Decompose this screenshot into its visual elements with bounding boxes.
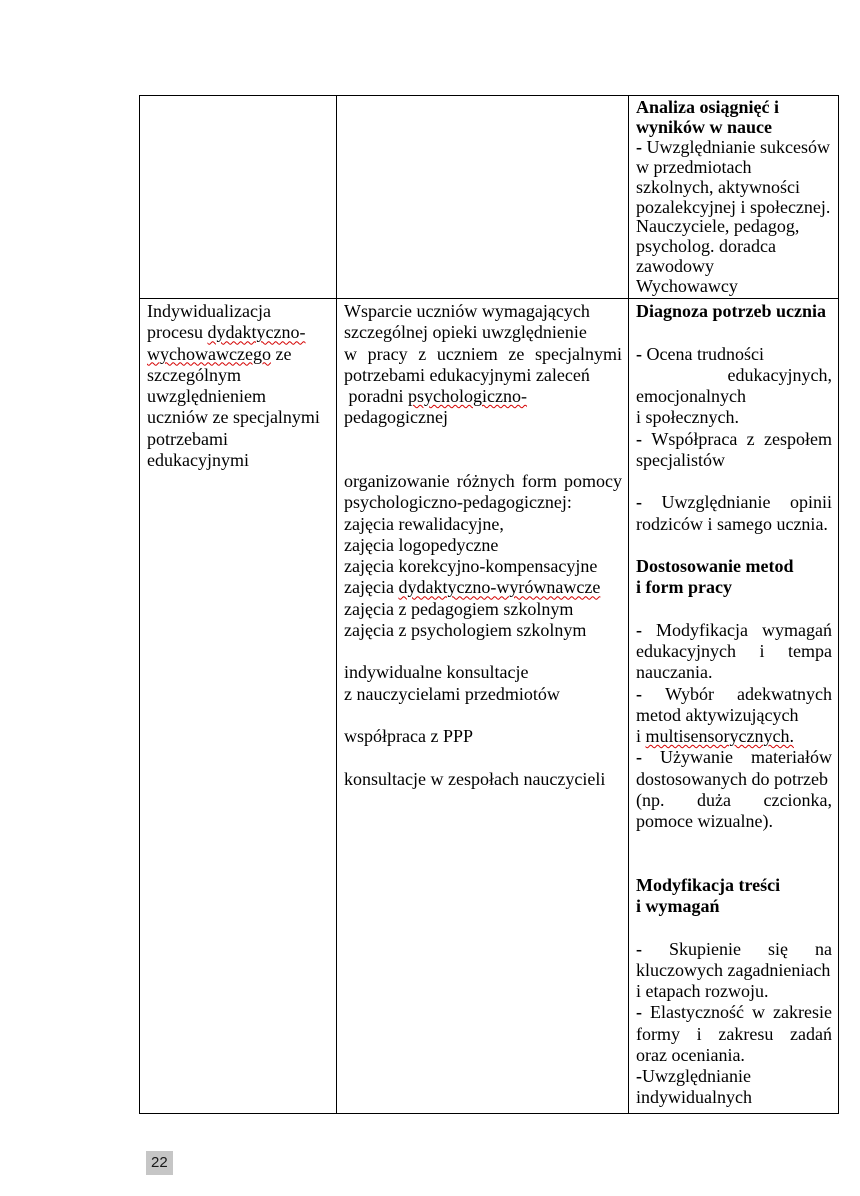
text-line: Analiza osiągnięć i [636, 97, 779, 117]
text-line: metod aktywizujących [636, 704, 799, 725]
text-line: w przedmiotach [636, 156, 752, 177]
text-line: uczniów ze specjalnymi [147, 407, 320, 428]
text-line: oraz oceniania. [636, 1044, 745, 1065]
text-line: psychologiczno-pedagogicznej: [344, 492, 572, 513]
table-cell-r1c1 [140, 96, 337, 299]
text-line [636, 684, 832, 705]
text-segment: Uwzględnianie opinii [661, 492, 832, 513]
text-line: emocjonalnych [636, 386, 746, 406]
text-line [636, 429, 832, 450]
table-row-2 [140, 299, 839, 1114]
table-cell-r2c3 [629, 299, 839, 1114]
text-line [636, 138, 832, 158]
text-segment: - [636, 1066, 642, 1086]
text-segment: Ocena trudności [646, 343, 764, 364]
text-line [344, 577, 622, 598]
text-line: szczególnej opieki uwzględnienie [344, 322, 587, 343]
blank-line [344, 450, 622, 471]
text-segment: ze [270, 343, 292, 364]
text-line: nauczania. [636, 662, 713, 683]
text-segment: Modyfikacja wymagań [656, 619, 833, 640]
text-line: Diagnoza potrzeb ucznia [636, 301, 826, 321]
text-segment: - [636, 343, 647, 364]
text-line: formy i zakresu zadań [636, 1023, 832, 1044]
text-line [636, 492, 832, 513]
text-line: zajęcia z psychologiem szkolnym [344, 619, 587, 640]
misspelled-word: dydaktyczno-wyrównawcze [398, 577, 601, 598]
text-line [636, 939, 832, 960]
blank-line [344, 429, 622, 450]
text-line: pozalekcyjnej i społecznej. [636, 196, 831, 217]
page-number-field: 22 [146, 1151, 173, 1175]
text-segment: - [636, 619, 657, 640]
blank-line [636, 322, 832, 343]
text-line: Dostosowanie metod [636, 556, 794, 576]
text-line: potrzebami [147, 428, 228, 449]
text-segment: - [636, 747, 661, 768]
blank-line [636, 471, 832, 492]
text-line: dostosowanych do potrzeb [636, 768, 828, 789]
text-segment: procesu [147, 322, 208, 343]
table-cell-r1c2 [337, 96, 629, 299]
blank-line [636, 832, 832, 853]
text-line: pomoce wizualne). [636, 811, 773, 831]
text-segment: Uwzględnianie [642, 1066, 751, 1086]
blank-line [344, 747, 622, 768]
text-line: i społecznych. [636, 407, 739, 428]
text-line: w pracy z uczniem ze specjalnymi [344, 343, 622, 364]
text-line [636, 747, 832, 768]
text-segment: - [636, 492, 662, 513]
misspelled-word: multisensorycznych. [645, 726, 794, 746]
text-line: psycholog. doradca [636, 236, 776, 257]
text-line: zajęcia logopedyczne [344, 534, 499, 555]
text-line [147, 344, 330, 365]
text-segment: - [636, 136, 647, 157]
text-line: Wychowawcy [636, 276, 738, 297]
text-line: edukacyjnych, [727, 364, 832, 385]
text-segment: Używanie materiałów [660, 747, 832, 768]
text-line: i etapach rozwoju. [636, 981, 769, 1001]
text-line: potrzebami edukacyjnymi zaleceń [344, 364, 590, 385]
text-segment: zajęcia [344, 577, 399, 598]
text-line: zajęcia korekcyjno-kompensacyjne [344, 556, 598, 576]
table-row-1 [140, 96, 839, 299]
text-line [636, 1066, 832, 1087]
text-line: pedagogicznej [344, 407, 448, 428]
text-line: Nauczyciele, pedagog, [636, 216, 800, 237]
table-cell-r2c1 [140, 299, 337, 1114]
text-segment: Współpraca z zespołem [651, 428, 832, 449]
table-cell-r2c2 [337, 299, 629, 1114]
text-segment: Wybór adekwatnych [665, 683, 833, 704]
text-line [147, 322, 330, 343]
blank-line [344, 705, 622, 726]
text-line: współpraca z PPP [344, 726, 473, 746]
text-segment: - [636, 683, 666, 704]
text-line: wyników w nauce [636, 116, 773, 137]
text-line: Modyfikacja treści [636, 874, 781, 895]
misspelled-word: dydaktyczno- [207, 322, 306, 343]
blank-line [636, 854, 832, 875]
text-line: kluczowych zagadnieniach [636, 959, 831, 980]
text-line [636, 726, 832, 747]
text-line: zawodowy [636, 256, 714, 277]
text-line: zajęcia z pedagogiem szkolnym [344, 598, 574, 619]
text-line: szkolnych, aktywności [636, 176, 800, 197]
text-line: specjalistów [636, 449, 725, 470]
text-line: indywidualne konsultacje [344, 662, 529, 683]
text-segment: Uwzględnianie sukcesów [646, 136, 830, 157]
text-segment: i [636, 726, 646, 746]
text-line: i form pracy [636, 577, 732, 598]
misspelled-word: wychowawczego [147, 343, 271, 364]
text-line: Wsparcie uczniów wymagających [344, 301, 590, 321]
text-line: (np. duża czcionka, [636, 789, 832, 810]
text-line: szczególnym [147, 364, 241, 385]
text-line: edukacyjnych i tempa [636, 641, 832, 661]
blank-line [636, 599, 832, 620]
text-line: i wymagań [636, 896, 720, 916]
plan-table [139, 95, 839, 1114]
text-segment: - [636, 428, 652, 449]
blank-line [636, 535, 832, 556]
text-line: indywidualnych [636, 1087, 752, 1108]
text-segment: - [636, 938, 669, 959]
text-segment: Skupienie się na [669, 938, 832, 959]
text-line: z nauczycielami przedmiotów [344, 683, 560, 704]
text-line [636, 344, 832, 365]
text-line: uwzględnieniem [147, 386, 266, 406]
text-line: zajęcia rewalidacyjne, [344, 513, 504, 534]
text-segment: Elastyczność w zakresie [650, 1002, 833, 1023]
text-segment: poradni [344, 386, 408, 406]
text-line [344, 386, 622, 407]
misspelled-word: psychologiczno- [407, 386, 527, 406]
blank-line [636, 917, 832, 938]
blank-line [344, 641, 622, 662]
text-line [636, 620, 832, 641]
text-line: rodziców i samego ucznia. [636, 513, 828, 534]
text-line [636, 1002, 832, 1023]
table-cell-r1c3 [629, 96, 839, 299]
text-line: organizowanie różnych form pomocy [344, 471, 622, 491]
text-segment: - [636, 1002, 651, 1023]
text-line: Indywidualizacja [147, 301, 271, 321]
text-line: edukacyjnymi [147, 449, 249, 470]
text-line: konsultacje w zespołach nauczycieli [344, 768, 606, 789]
